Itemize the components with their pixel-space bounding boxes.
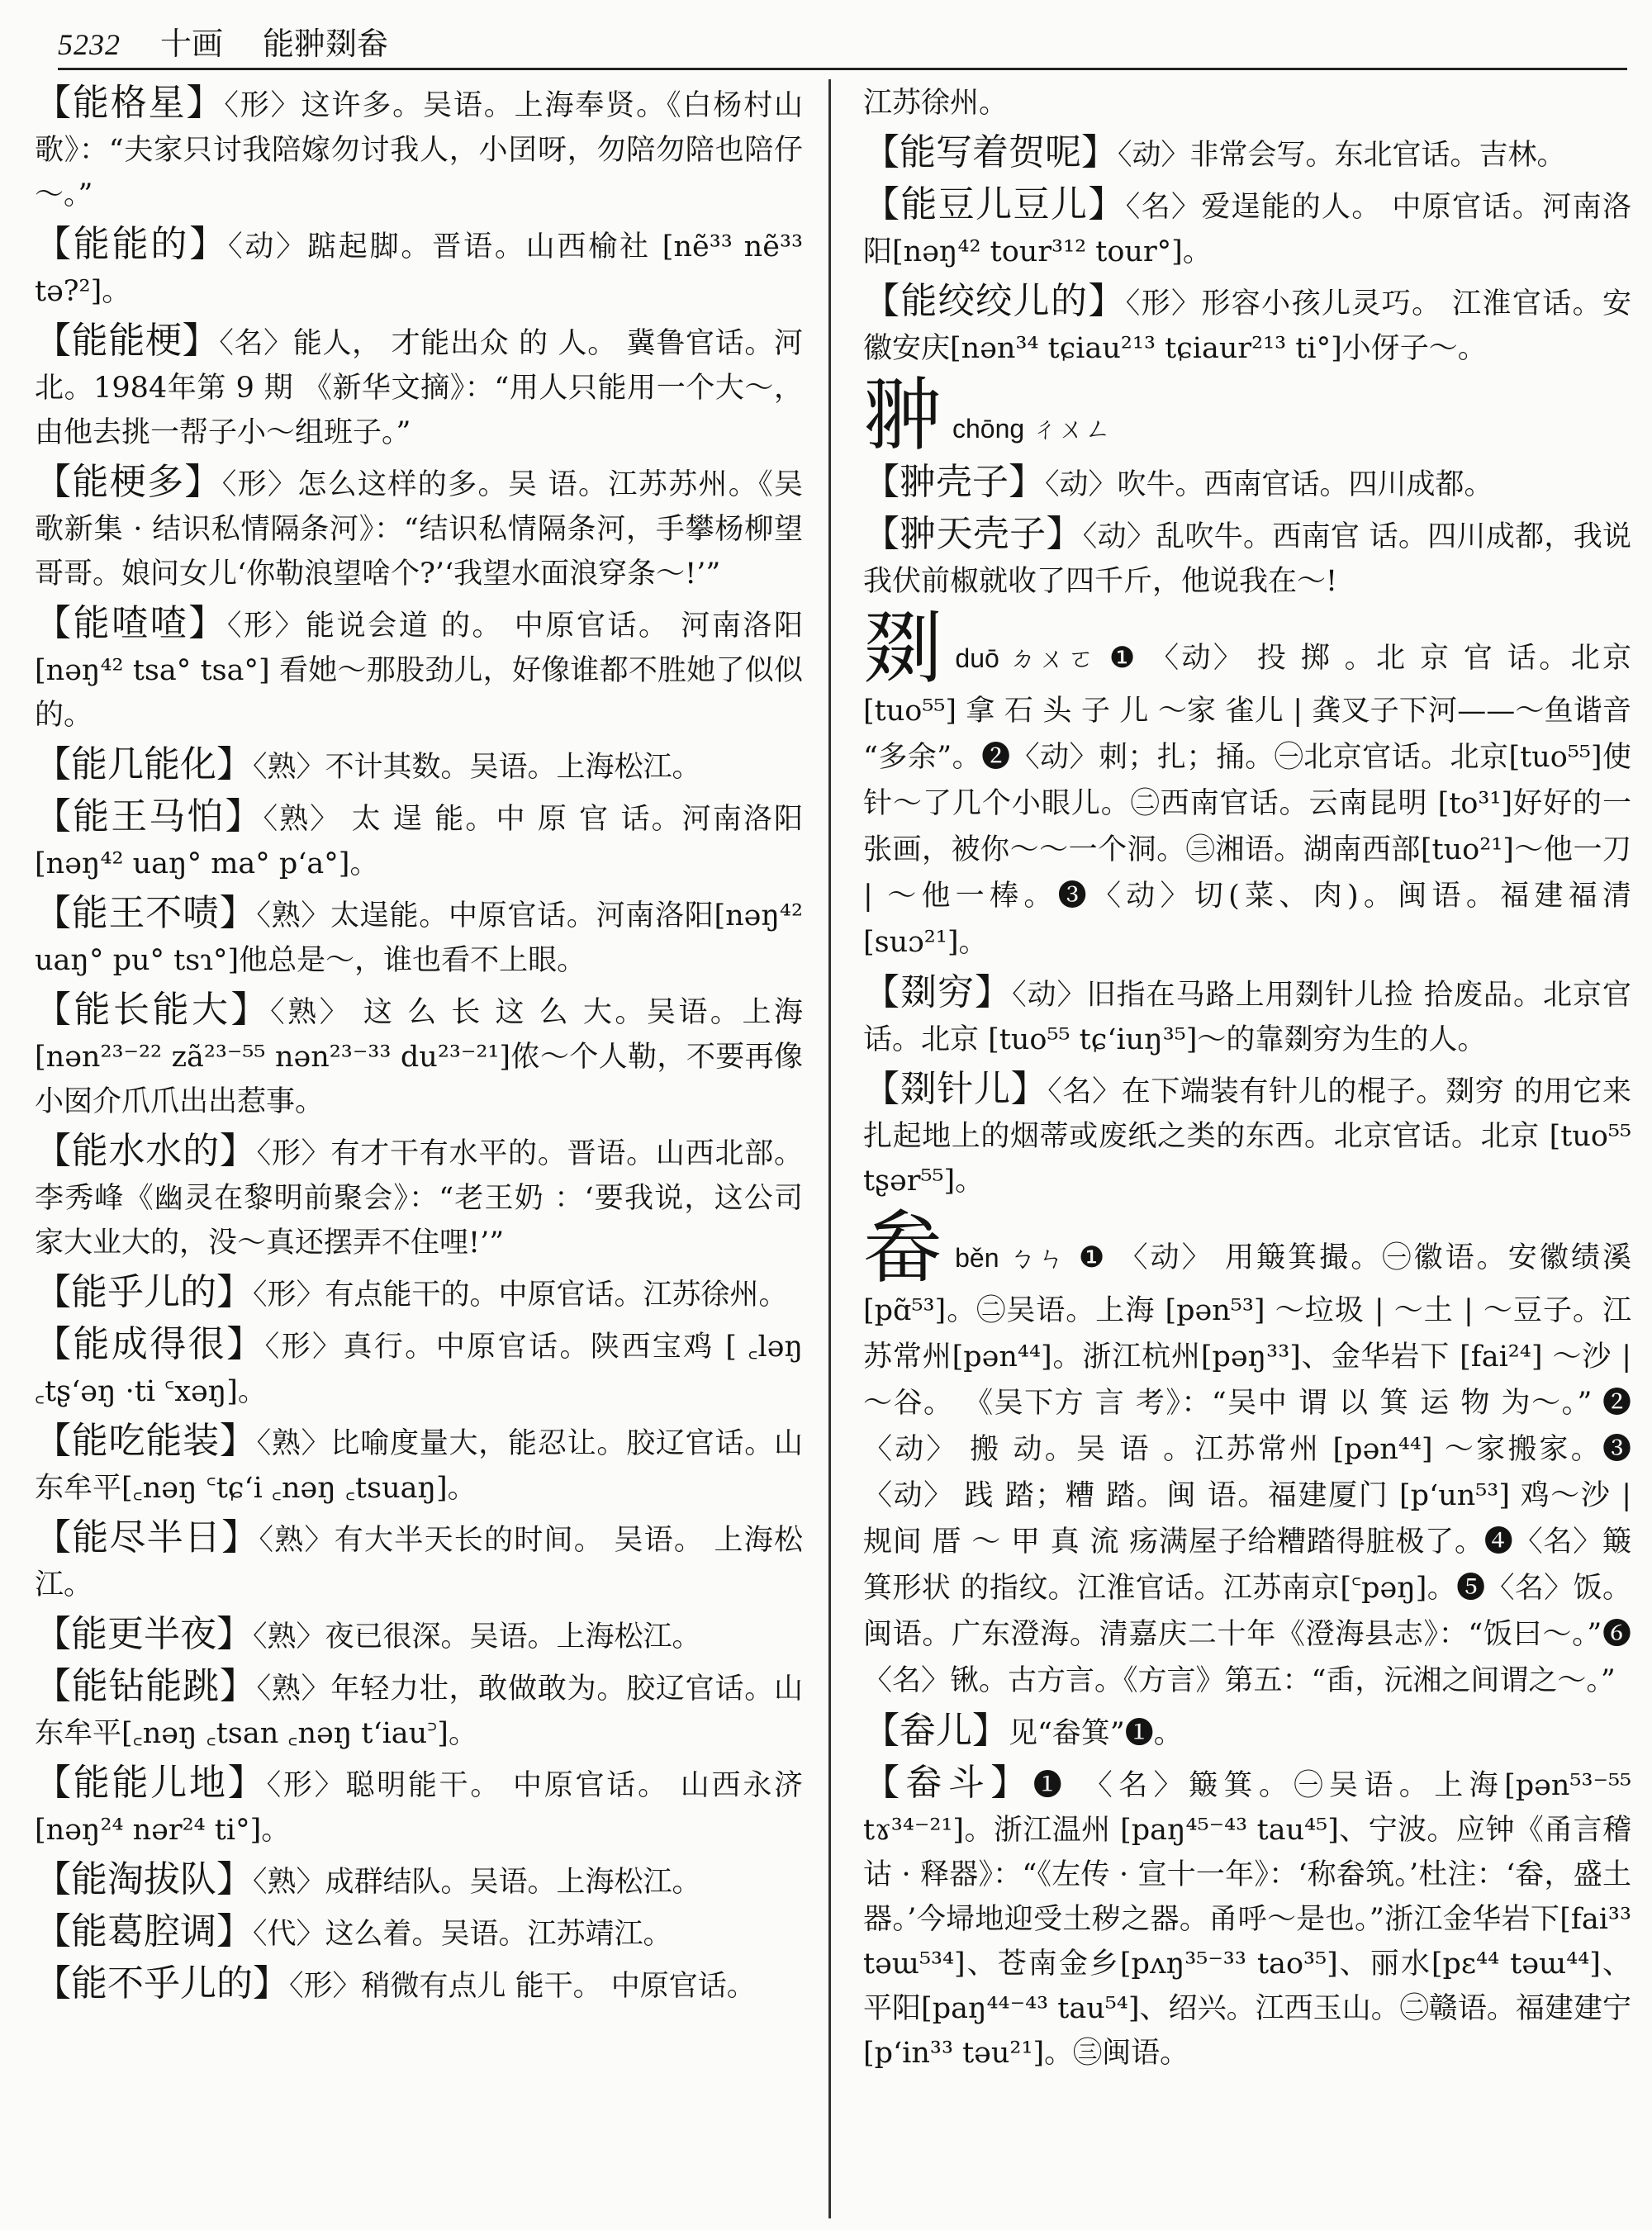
dictionary-entry (35, 222, 803, 314)
entry-headword: 【能吃能装】 (35, 1420, 257, 1462)
character-pronunciation: běn ㄅㄣ (955, 1243, 1067, 1273)
dictionary-entry (35, 1419, 803, 1511)
entry-headword: 【能乎儿的】 (35, 1271, 253, 1313)
entry-definition: ❶ 〈动〉 用簸箕撮。㊀徽语。安徽绩溪 [pɑ̃⁵³]。㊁吴语。上海 [pən⁵³] ～垃圾 | ～土 | ～豆子。江苏常州[pən⁴⁴]。浙江杭州[pəŋ³³]、金华岩下 [fai²⁴] ～沙 | ～谷。 《吴下方 言 考》：“吴中 谓 以 箕 运 物 为～。” ❷ 〈动〉 搬 动。吴 语 。江苏常州 [pən⁴⁴] ～家搬家。❸ 〈动〉 践 踏；糟 踏。闽 语。福建厦门 [p‘un⁵³] 鸡～沙 | 规间 厝 ～ 甲 真 流 疡满屋子给糟踏得脏极了。❹〈名〉簸箕形状 的指纹。江淮官话。江苏南京[꜂pəŋ]。❺〈名〉饭。闽语。广东澄海。清嘉庆二十年《澄海县志》：“饭曰～。”❻〈名〉锹。古方言。《方言》第五：“臿，沅湘之间谓之～。” (863, 1241, 1631, 1697)
dictionary-entry (35, 1322, 803, 1414)
entry-headword: 【能长能大】 (35, 989, 271, 1031)
dictionary-entry (35, 1962, 803, 2009)
entry-definition: 〈形〉有才干有水平的。晋语。山西北部。李秀峰《幽灵在黎明前聚会》：“老王奶 ：‘要我说，这公司家大业大的，没～真还摆弄不住哩!’” (35, 1137, 803, 1260)
entry-definition: 〈动〉旧指在马路上用剟针儿捡 拾废品。北京官话。北京 [tuo⁵⁵ tɕ‘iuŋ³⁵]～的靠剟穷为生的人。 (863, 979, 1631, 1056)
header-rule (58, 68, 1627, 70)
entry-headword: 【能尽半日】 (35, 1516, 259, 1559)
entry-definition: 〈熟〉不计其数。吴语。上海松江。 (253, 751, 701, 784)
entry-definition: 〈熟〉成群结队。吴语。上海松江。 (253, 1866, 701, 1899)
entry-headword: 【能梗多】 (35, 461, 222, 503)
page-header (58, 18, 388, 68)
character-entry (863, 369, 1631, 462)
entry-definition: 〈形〉怎么这样的多。吴 语。江苏苏州。《吴歌新集 · 结识私情隔条河》：“结识私情隔条河，手攀杨柳望哥哥。娘问女儿‘你勒浪望啥个?’‘我望水面浪穿条～!’” (35, 468, 803, 591)
character-headword: 畚 (863, 1202, 946, 1294)
entry-headword: 【能喳喳】 (35, 602, 227, 644)
entry-definition: 见“畚箕”❶。 (1009, 1717, 1183, 1750)
dictionary-entry (35, 460, 803, 596)
character-pronunciation: duō ㄉㄨㄛ (955, 643, 1098, 673)
entry-definition: 〈动〉乱吹牛。西南官 话。四川成都，我说我伏前椒就收了四千斤，他说我在～! (863, 520, 1631, 598)
entry-definition: 〈熟〉比喻度量大，能忍让。胶辽官话。山东牟平[꜀nəŋ ꜂tɕ‘i ꜀nəŋ ꜀tsuaŋ]。 (35, 1427, 803, 1505)
left-column (35, 81, 803, 2212)
entry-definition: 〈熟〉有大半天长的时间。 吴语。 上海松江。 (35, 1524, 803, 1601)
entry-definition: 〈形〉真行。中原官话。陕西宝鸡 [ ꜀ləŋ ꜀tʂ‘əŋ ·ti ꜂xəŋ]。 (35, 1331, 803, 1408)
entry-headword: 【能不乎儿的】 (35, 1962, 289, 2005)
dictionary-entry (863, 512, 1631, 604)
entry-definition: 〈形〉这许多。吴语。上海奉贤。《白杨村山歌》：“夫家只讨我陪嫁勿讨我人，小囝呀，勿陪勿陪也陪仔～。” (35, 89, 803, 211)
dictionary-entry (863, 279, 1631, 371)
dictionary-entry (35, 601, 803, 738)
dictionary-entry (35, 1516, 803, 1607)
dictionary-entry (863, 460, 1631, 507)
entry-definition: 〈名〉能人， 才能出众 的 人。 冀鲁官话。河北。1984年第 9 期 《新华文摘》：“用人只能用一个大～，由他去挑一帮子小～组班子。” (35, 327, 803, 449)
dictionary-entry (35, 1612, 803, 1659)
dictionary-entry (863, 970, 1631, 1062)
character-headword: 剟 (863, 602, 946, 695)
dictionary-entry (35, 1910, 803, 1957)
entry-definition: 〈动〉吹牛。西南官话。四川成都。 (1045, 468, 1493, 501)
entry-definition: ❶ 〈动〉 投 掷 。北 京 官 话。北京 [tuo⁵⁵] 拿 石 头 子 儿 ～家 雀儿 | 龚叉子下河——～鱼谐音 “多余”。❷〈动〉刺；扎；捅。㊀北京官话。北京[tuo⁵⁵]使针～了几个小眼儿。㊁西南官话。云南昆明 [to³¹]好好的一张画，被你～～一个洞。㊂湘语。湖南西部[tuo²¹]～他一刀 | ～他一棒。❸〈动〉切(菜、肉)。闽语。福建福清 [suɔ²¹]。 (863, 642, 1631, 959)
head-characters: 能翀剟畚 (263, 26, 389, 62)
character-entry (863, 602, 1631, 966)
entry-headword: 【能写着贺呢】 (863, 131, 1118, 173)
dictionary-entry (35, 1858, 803, 1905)
dictionary-entry (35, 1664, 803, 1756)
character-entry (863, 1202, 1631, 1704)
dictionary-entry (35, 1129, 803, 1265)
dictionary-entry (863, 1709, 1631, 1756)
entry-headword: 【能水水的】 (35, 1130, 257, 1172)
entry-headword: 【能能儿地】 (35, 1762, 267, 1804)
entry-definition: 〈动〉非常会写。东北官话。吉林。 (1118, 139, 1566, 172)
entry-definition: 〈形〉聪明能干。 中原官话。 山西永济 [nəŋ²⁴ nər²⁴ ti°]。 (35, 1769, 803, 1847)
section-label: 十画 (160, 26, 224, 62)
dictionary-entry (35, 1761, 803, 1853)
entry-headword: 【畚斗】 (863, 1762, 1033, 1804)
dictionary-entry (863, 1761, 1631, 2076)
entry-headword: 【能能梗】 (35, 320, 220, 362)
dictionary-entry (863, 130, 1631, 178)
entry-headword: 【能几能化】 (35, 743, 253, 785)
entry-definition: 〈熟〉 这 么 长 这 么 大。吴语。上海 [nən²³⁻²² zã²³⁻⁵⁵ nən²³⁻³³ du²³⁻²¹]侬～个人勒，不要再像小囡介爪爪出出惹事。 (35, 996, 803, 1118)
entry-headword: 【能王不啧】 (35, 892, 257, 934)
entry-headword: 【能更半夜】 (35, 1613, 253, 1655)
character-headword: 翀 (863, 369, 942, 462)
entry-definition: 〈熟〉太逞能。中原官话。河南洛阳[nəŋ⁴² uaŋ° pu° tsɿ°]他总是～，谁也看不上眼。 (35, 899, 803, 977)
entry-definition: 〈熟〉夜已很深。吴语。上海松江。 (253, 1620, 701, 1654)
entry-headword: 【能淘拔队】 (35, 1858, 253, 1900)
entry-headword: 【翀天壳子】 (863, 513, 1083, 555)
entry-headword: 【能王马怕】 (35, 795, 263, 837)
entry-definition: 〈名〉爱逞能的人。 中原官话。河南洛阳[nəŋ⁴² tour³¹² tour°]。 (863, 191, 1631, 268)
entry-definition: 〈动〉踮起脚。晋语。山西榆社 [nẽ³³ nẽ³³ tə?²]。 (35, 230, 803, 308)
entry-headword: 【能能的】 (35, 223, 229, 265)
dictionary-entry (35, 795, 803, 886)
entry-headword: 【翀壳子】 (863, 461, 1045, 503)
entry-definition: 〈代〉这么着。吴语。江苏靖江。 (253, 1918, 672, 1951)
dictionary-entry (35, 891, 803, 983)
entry-headword: 【剟针儿】 (863, 1068, 1048, 1110)
entry-headword: 【能钻能跳】 (35, 1665, 257, 1707)
entry-headword: 【能葛腔调】 (35, 1910, 253, 1952)
entry-definition: 〈形〉形容小孩儿灵巧。 江淮官话。安徽安庆[nən³⁴ tɕiau²¹³ tɕiaur²¹³ ti°]小伢子～。 (863, 287, 1631, 365)
entry-definition: 江苏徐州。 (863, 87, 1009, 120)
entry-definition: 〈形〉有点能干的。中原官话。江苏徐州。 (253, 1279, 788, 1312)
page-number: 5232 (58, 28, 121, 61)
entry-definition: 〈名〉在下端装有针儿的棍子。剟穷 的用它来扎起地上的烟蒂或废纸之类的东西。北京官话。北京 [tuo⁵⁵ tʂər⁵⁵]。 (863, 1075, 1631, 1198)
entry-headword: 【能豆儿豆儿】 (863, 183, 1126, 225)
entry-headword: 【能绞绞儿的】 (863, 280, 1126, 322)
entry-definition: 〈形〉能说会道 的。 中原官话。 河南洛阳 [nəŋ⁴² tsa° tsa°] 看她～那股劲儿，好像谁都不胜她了似似的。 (35, 610, 803, 732)
dictionary-entry (35, 743, 803, 790)
entry-definition: 〈熟〉 太 逞 能。中 原 官 话。河南洛阳 [nəŋ⁴² uaŋ° ma° p‘a°]。 (35, 803, 803, 880)
entry-headword: 【畚儿】 (863, 1710, 1009, 1752)
entry-headword: 【能成得很】 (35, 1323, 265, 1365)
dictionary-entry (863, 183, 1631, 274)
entry-headword: 【剟穷】 (863, 971, 1013, 1013)
dictionary-entry (35, 319, 803, 455)
entry-headword: 【能格星】 (35, 82, 225, 124)
entry-definition: 〈形〉稍微有点儿 能干。 中原官话。 (289, 1970, 756, 2003)
entry-definition: ❶ 〈名〉簸箕。㊀吴语。上海[pən⁵³⁻⁵⁵ tɤ³⁴⁻²¹]。浙江温州 [paŋ⁴⁵⁻⁴³ tau⁴⁵]、宁波。应钟《甬言稽诂 · 释器》：“《左传 · 宣十一年》：‘称畚筑。’杜注：‘畚，盛土器。’今埽地迎受土秽之器。甬呼～是也。”浙江金华岩下[fai³³ təɯ⁵³⁴]、苍南金乡[pʌŋ³⁵⁻³³ tao³⁵]、丽水[pɛ⁴⁴ təɯ⁴⁴]、平阳[paŋ⁴⁴⁻⁴³ tau⁵⁴]、绍兴。江西玉山。㊁赣语。福建建宁 [p‘in³³ təu²¹]。㊂闽语。 (863, 1769, 1631, 2070)
column-divider (828, 79, 831, 2218)
dictionary-entry (35, 988, 803, 1124)
dictionary-entry (35, 81, 803, 217)
dictionary-entry (35, 1270, 803, 1317)
dictionary-entry (863, 1067, 1631, 1203)
entry-continuation (863, 81, 1631, 126)
right-column (863, 81, 1631, 2212)
entry-definition: 〈熟〉年轻力壮，敢做敢为。胶辽官话。山东牟平[꜀nəŋ ꜀tsan ꜀nəŋ t‘iau꜄]。 (35, 1672, 803, 1750)
character-pronunciation: chōng ㄔㄨㄥ (952, 414, 1112, 444)
